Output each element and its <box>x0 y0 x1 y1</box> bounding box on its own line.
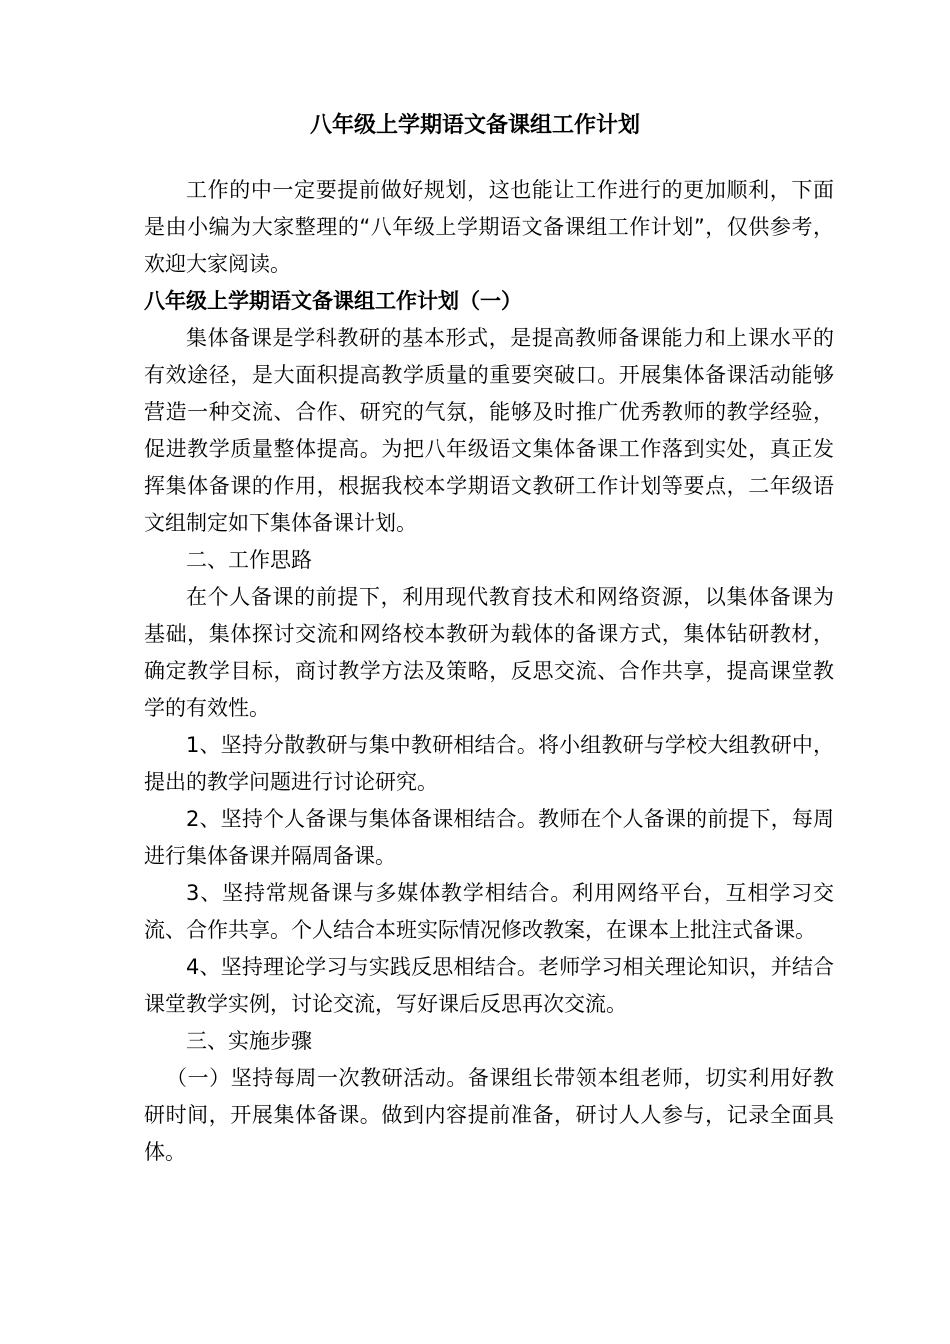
document-title: 八年级上学期语文备课组工作计划 <box>309 113 640 138</box>
section-heading: 八年级上学期语文备课组工作计划（一） <box>144 289 522 313</box>
step-item-1: （一）坚持每周一次教研活动。备课组长带领本组老师，切实利用好教研时间，开展集体备课。做到内容提前准备，研讨人人参与，记录全面具体。 <box>144 1066 834 1164</box>
list-item-4: 4、坚持理论学习与实践反思相结合。老师学习相关理论知识，并结合课堂教学实例，讨论交流，写好课后反思再次交流。 <box>144 955 834 1016</box>
body-paragraph-2: 在个人备课的前提下，利用现代教育技术和网络资源，以集体备课为基础，集体探讨交流和网络校本教研为载体的备课方式，集体钻研教材，确定教学目标，商讨教学方法及策略，反思交流、合作共享，提高课堂教学的有效性。 <box>144 585 834 720</box>
list-item-1: 1、坚持分散教研与集中教研相结合。将小组教研与学校大组教研中，提出的教学问题进行讨论研究。 <box>144 733 834 794</box>
body-paragraph-1: 集体备课是学科教研的基本形式，是提高教师备课能力和上课水平的有效途径，是大面积提高教学质量的重要突破口。开展集体备课活动能够营造一种交流、合作、研究的气氛，能够及时推广优秀教师的教学经验，促进教学质量整体提高。为把八年级语文集体备课工作落到实处，真正发挥集体备课的作用，根据我校本学期语文教研工作计划等要点，二年级语文组制定如下集体备课计划。 <box>144 326 834 535</box>
subheading-work-ideas: 二、工作思路 <box>186 548 312 572</box>
list-item-2: 2、坚持个人备课与集体备课相结合。教师在个人备课的前提下，每周进行集体备课并隔周备课。 <box>144 807 834 868</box>
list-item-3: 3、坚持常规备课与多媒体教学相结合。利用网络平台，互相学习交流、合作共享。个人结合本班实际情况修改教案，在课本上批注式备课。 <box>144 881 834 942</box>
document-body <box>144 172 834 1171</box>
intro-paragraph: 工作的中一定要提前做好规划，这也能让工作进行的更加顺利，下面是由小编为大家整理的“八年级上学期语文备课组工作计划”，仅供参考，欢迎大家阅读。 <box>144 178 834 276</box>
subheading-implementation-steps: 三、实施步骤 <box>186 1029 312 1053</box>
